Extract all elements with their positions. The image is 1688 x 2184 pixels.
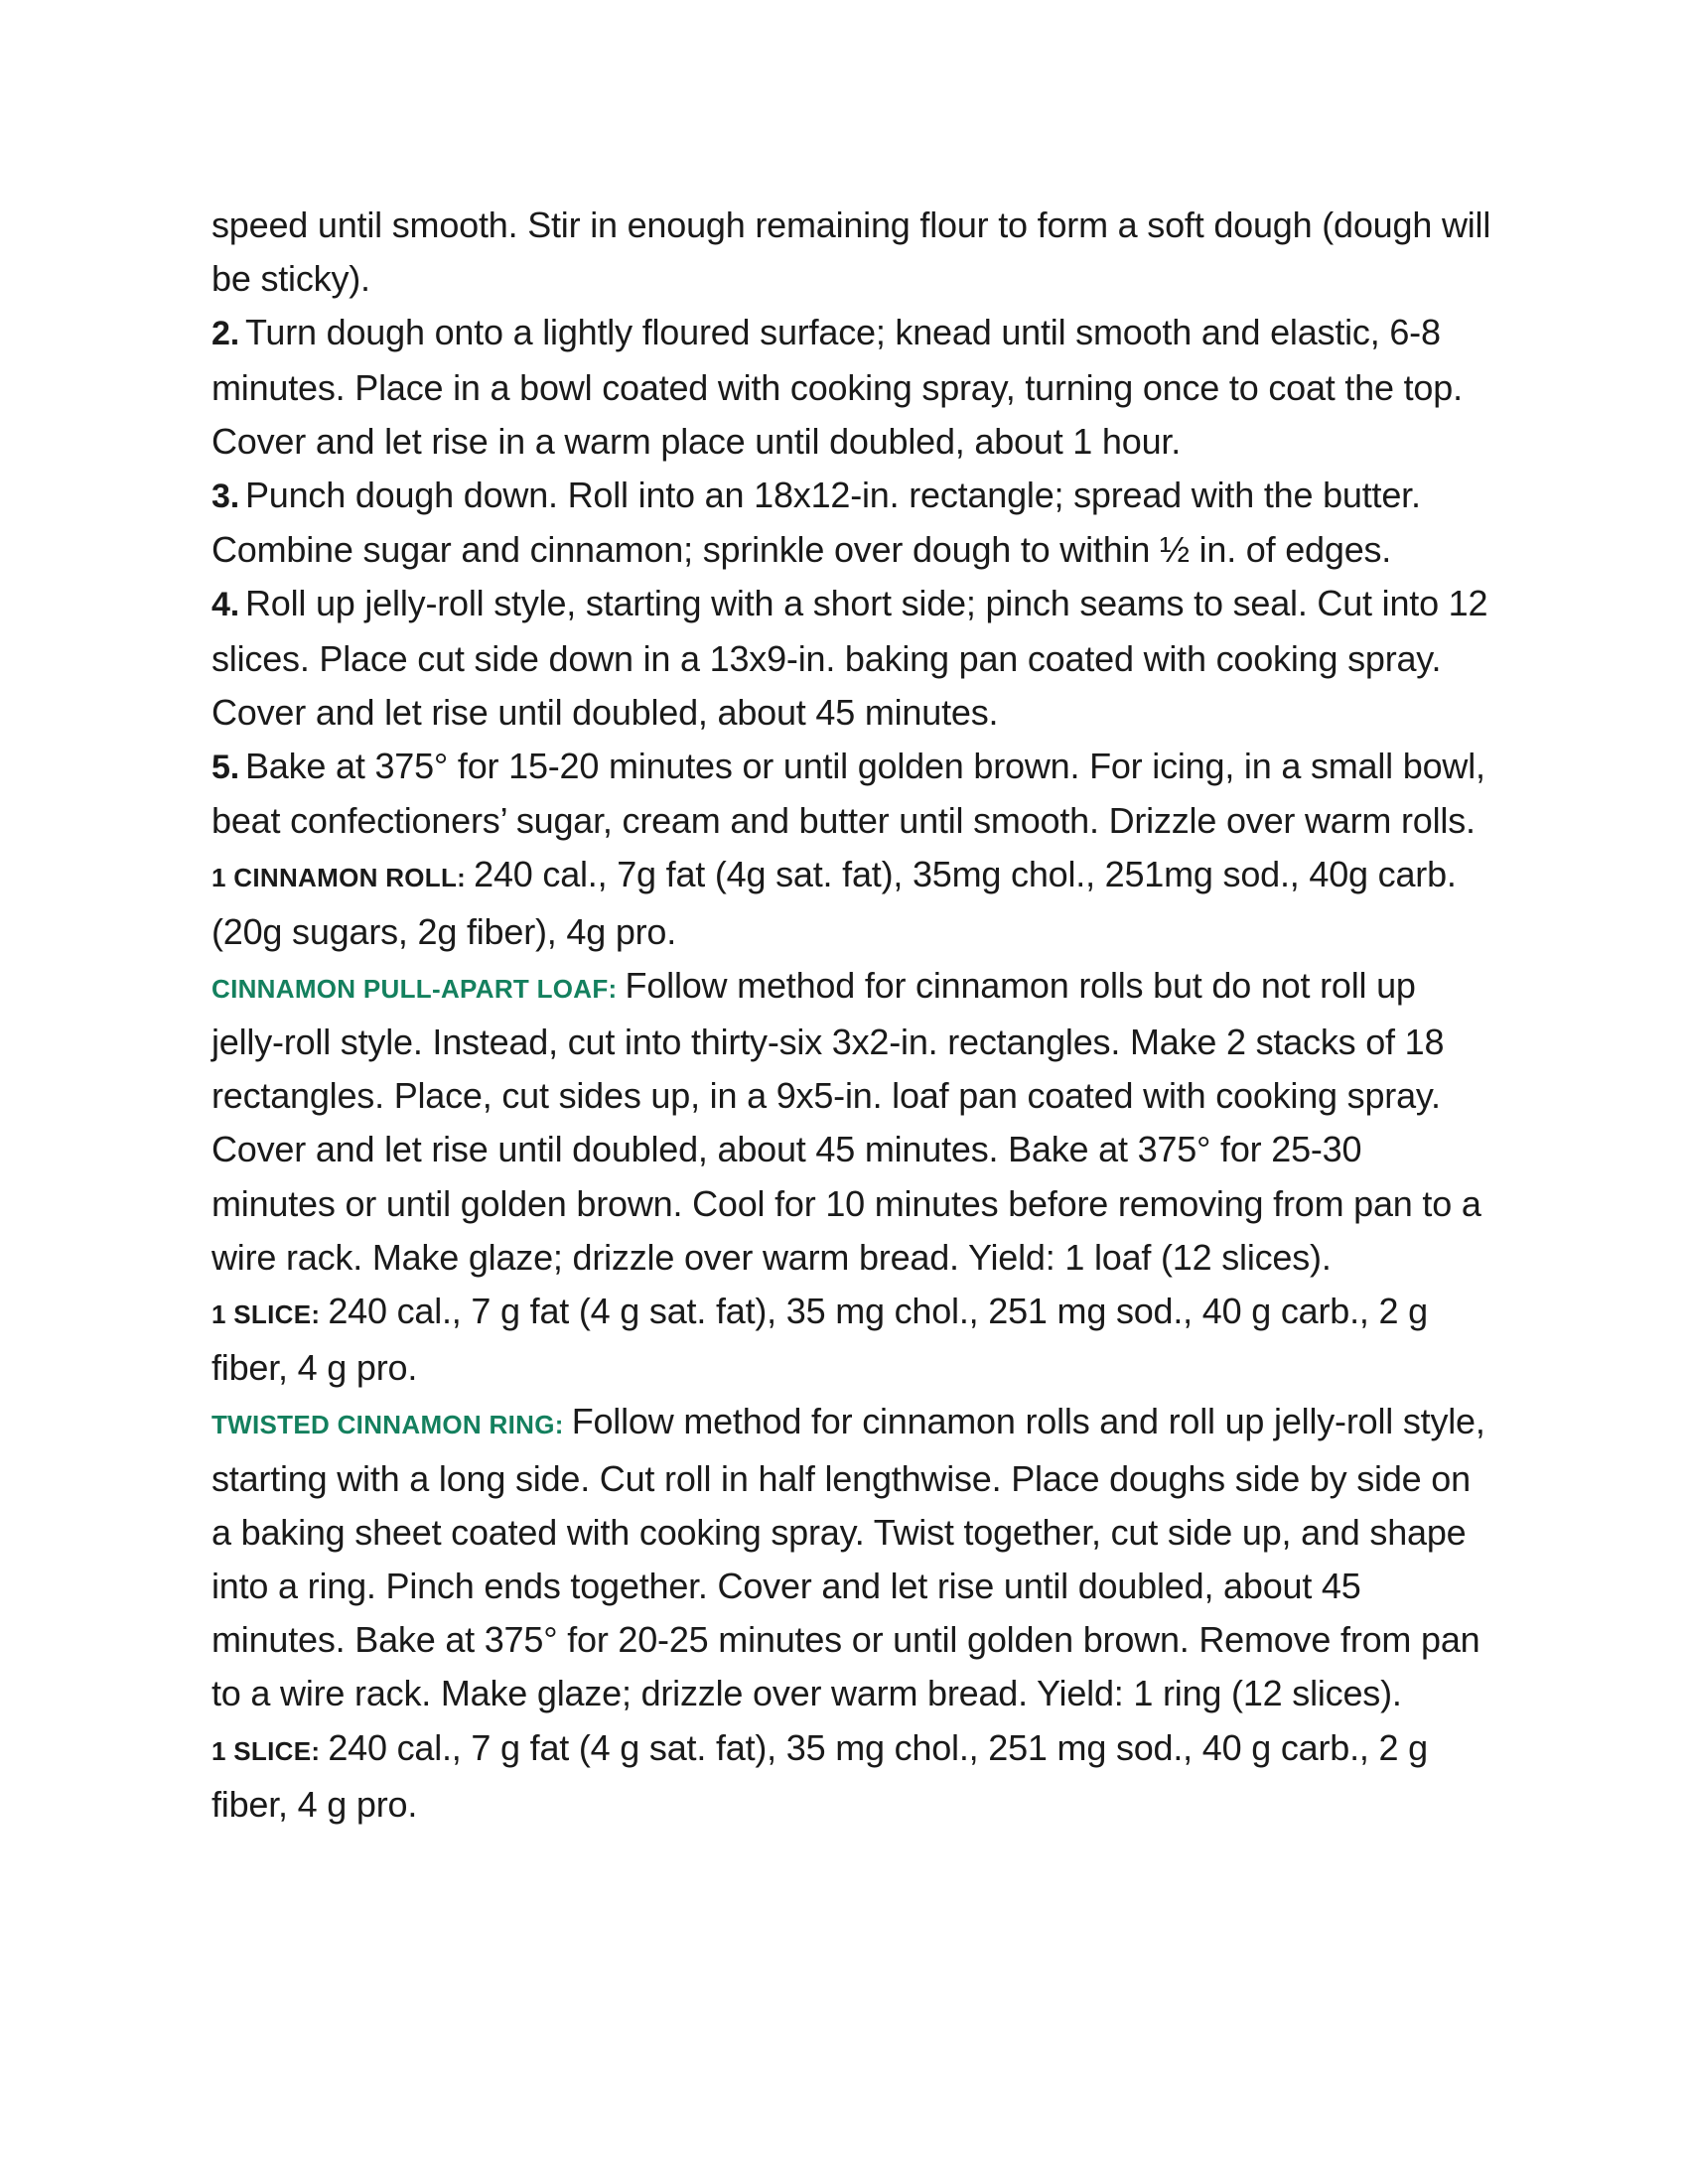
step-number: 3. (211, 478, 239, 516)
step-text: Bake at 375° for 15-20 minutes or until golden brown. For icing, in a small bowl, beat confectioners’ sugar, cream and butter until smooth. Drizzle over warm rolls. (211, 746, 1485, 842)
variation-twisted-ring (211, 1395, 1492, 1720)
variation-text: Follow method for cinnamon rolls and roll up jelly-roll style, starting with a long side. Cut roll in half lengthwise. Place doughs side by side on a baking sheet coated with cooking spray. Twist together, cut side up, and shape into a ring. Pinch ends together. Cover and let rise until doubled, about 45 minutes. Bake at 375° for 20-25 minutes or until golden brown. Remove from pan to a wire rack. Make glaze; drizzle over warm bread. Yield: 1 ring (12 slices). (211, 1401, 1485, 1714)
nutrition-ring-slice (211, 1721, 1492, 1832)
recipe-text-block (211, 199, 1492, 1832)
step-2 (211, 306, 1492, 469)
variation-pull-apart-loaf (211, 959, 1492, 1285)
variation-label: TWISTED CINNAMON RING: (211, 1410, 564, 1440)
nutrition-text: 240 cal., 7g fat (4g sat. fat), 35mg chol., 251mg sod., 40g carb. (20g sugars, 2g fiber), 4g pro. (211, 854, 1457, 952)
variation-label: CINNAMON PULL-APART LOAF: (211, 973, 618, 1004)
nutrition-label: 1 SLICE: (211, 1299, 321, 1330)
step-number: 2. (211, 315, 239, 353)
nutrition-label: 1 SLICE: (211, 1735, 321, 1766)
step-text: Roll up jelly-roll style, starting with a short side; pinch seams to seal. Cut into 12 slices. Place cut side down in a 13x9-in. baking pan coated with cooking spray. Cover and let rise until doubled, about 45 minutes. (211, 583, 1488, 733)
nutrition-text: 240 cal., 7 g fat (4 g sat. fat), 35 mg chol., 251 mg sod., 40 g carb., 2 g fiber, 4 g pro. (211, 1726, 1428, 1825)
step-number: 5. (211, 749, 239, 787)
nutrition-cinnamon-roll (211, 848, 1492, 958)
intro-paragraph (211, 199, 1492, 306)
step-text: Punch dough down. Roll into an 18x12-in. rectangle; spread with the butter. Combine sugar and cinnamon; sprinkle over dough to within ½ in. of edges. (211, 475, 1421, 571)
step-number: 4. (211, 586, 239, 624)
variation-text: Follow method for cinnamon rolls but do not roll up jelly-roll style. Instead, cut into thirty-six 3x2-in. rectangles. Make 2 stacks of 18 rectangles. Place, cut sides up, in a 9x5-in. loaf pan coated with cooking spray. Cover and let rise until doubled, about 45 minutes. Bake at 375° for 25-30 minutes or until golden brown. Cool for 10 minutes before removing from pan to a wire rack. Make glaze; drizzle over warm bread. Yield: 1 loaf (12 slices). (211, 964, 1481, 1278)
step-3 (211, 469, 1492, 577)
step-4 (211, 577, 1492, 740)
nutrition-loaf-slice (211, 1285, 1492, 1395)
step-5 (211, 740, 1492, 848)
intro-text: speed until smooth. Stir in enough remaining flour to form a soft dough (dough will be sticky). (211, 205, 1491, 300)
step-text: Turn dough onto a lightly floured surface; knead until smooth and elastic, 6-8 minutes. Place in a bowl coated with cooking spray, turning once to coat the top. Cover and let rise in a warm place until doubled, about 1 hour. (211, 312, 1463, 462)
nutrition-label: 1 CINNAMON ROLL: (211, 863, 467, 893)
nutrition-text: 240 cal., 7 g fat (4 g sat. fat), 35 mg chol., 251 mg sod., 40 g carb., 2 g fiber, 4 g pro. (211, 1291, 1428, 1389)
